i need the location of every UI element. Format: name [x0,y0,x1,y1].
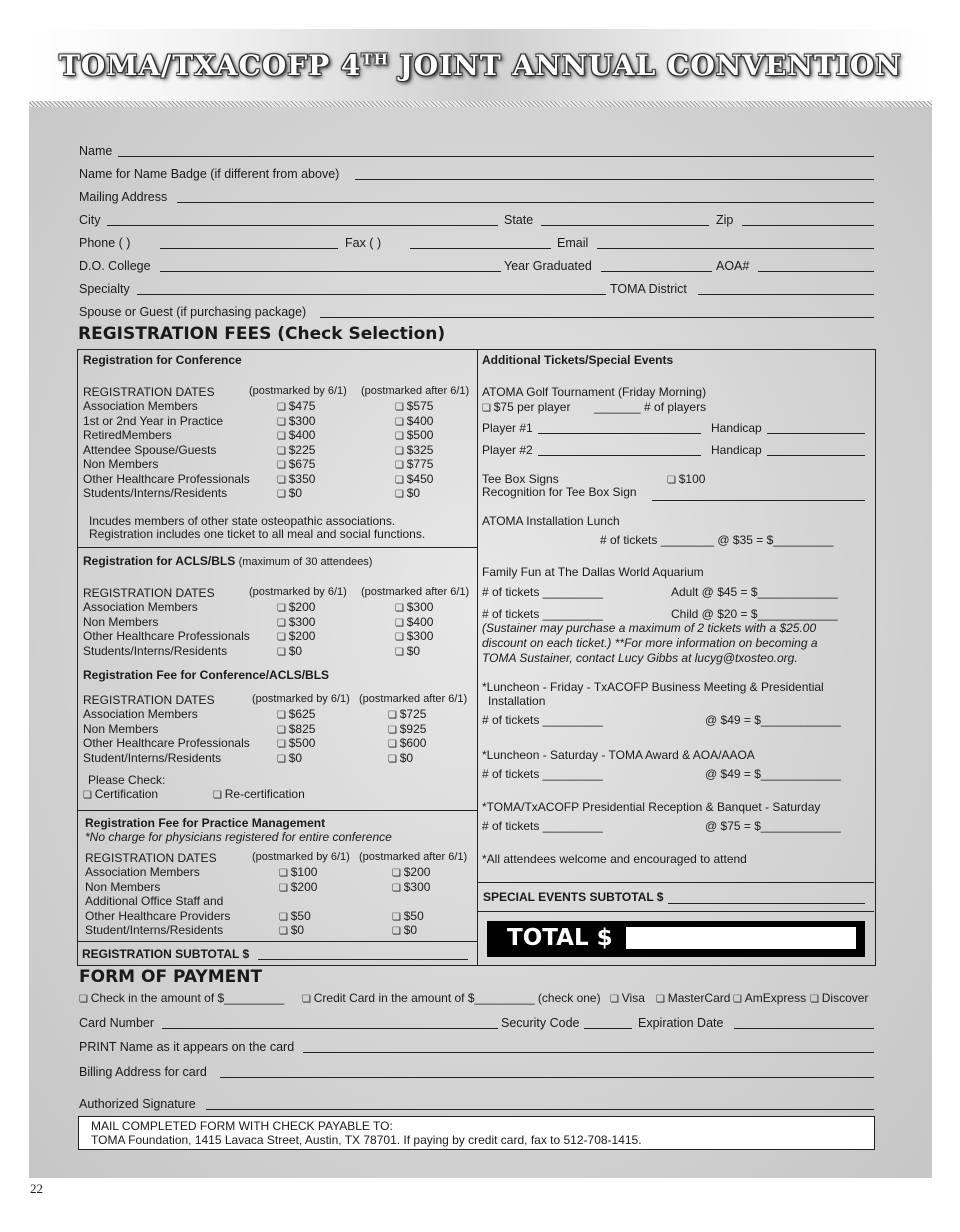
city-field[interactable] [107,225,498,226]
tee-recognition-field[interactable] [652,500,865,501]
discover-checkbox[interactable]: ❏ Discover [810,991,868,1005]
amex-checkbox[interactable]: ❏ AmExpress [733,991,806,1005]
conference-row-label: 1st or 2nd Year in Practice [83,413,224,428]
practice-early-checkbox[interactable]: ❏ $100 [279,865,317,879]
combo-row-label: Non Members [83,721,159,736]
year-field[interactable] [601,271,712,272]
practice-note: *No charge for physicians registered for entire conference [85,830,392,844]
security-code-field[interactable] [584,1028,632,1029]
conference-note1: Incudes members of other state osteopathic associations. [89,514,396,528]
credit-checkbox[interactable]: ❏ Credit Card in the amount of $_________ (check one) [302,991,601,1005]
aquarium-child-price[interactable]: Child @ $20 = $____________ [671,607,838,621]
combo-early-checkbox[interactable]: ❏ $625 [277,707,315,721]
acls-early-checkbox[interactable]: ❏ $200 [277,600,315,614]
combo-early-checkbox[interactable]: ❏ $825 [277,722,315,736]
combo-row-label: Other Healthcare Professionals [83,736,250,750]
registration-subtotal-field[interactable] [258,959,468,960]
city-label: City [79,213,101,227]
conference-note2: Registration includes one ticket to all meal and social functions. [89,527,426,541]
district-label: TOMA District [610,282,687,296]
conference-early-checkbox[interactable]: ❏ $350 [277,472,315,486]
player1-label: Player #1 [482,421,533,435]
handicap2-label: Handicap [711,443,762,457]
combo-col2: (postmarked after 6/1) [359,693,468,705]
zip-label: Zip [716,213,734,227]
aquarium-adult-price[interactable]: Adult @ $45 = $____________ [671,585,838,599]
player1-field[interactable] [538,433,701,434]
saturday-luncheon-title: *Luncheon - Saturday - TOMA Award & AOA/AAOA [482,748,755,762]
banquet-price[interactable]: @ $75 = $____________ [705,819,841,833]
practice-early-checkbox[interactable]: ❏ $0 [279,923,304,937]
banner [29,29,932,101]
conference-late-checkbox[interactable]: ❏ $325 [395,443,433,457]
sustainer-note-1: (Sustainer may purchase a maximum of 2 tickets with a $25.00 [482,621,817,635]
mail-box [78,1116,875,1150]
practice-late-checkbox[interactable]: ❏ $300 [392,880,430,894]
year-label: Year Graduated [504,259,592,273]
payment-heading: FORM OF PAYMENT [79,967,263,987]
saturday-price[interactable]: @ $49 = $____________ [705,767,841,781]
practice-row-label: Additional Office Staff and [85,894,224,908]
fax-field[interactable] [410,248,551,249]
practice-row-label: Student/Interns/Residents [85,923,224,937]
mastercard-checkbox[interactable]: ❏ MasterCard [656,991,730,1005]
player2-label: Player #2 [482,443,533,457]
acls-col2: (postmarked after 6/1) [361,586,470,598]
conference-title: Registration for Conference [83,353,242,367]
handicap2-field[interactable] [767,455,865,456]
additional-title: Additional Tickets/Special Events [482,353,674,367]
mail-line-1: MAIL COMPLETED FORM WITH CHECK PAYABLE TO: [91,1119,393,1133]
player2-field[interactable] [538,455,701,456]
practice-early-checkbox[interactable]: ❏ $50 [279,909,311,923]
combo-row-label: Association Members [83,707,198,721]
fees-heading: REGISTRATION FEES (Check Selection) [78,324,446,344]
conference-late-checkbox[interactable]: ❏ $500 [395,428,433,442]
conference-col2: (postmarked after 6/1) [361,385,470,397]
email-label: Email [557,236,589,250]
conference-row-label: Attendee Spouse/Guests [83,442,217,457]
mailing-label: Mailing Address [79,190,168,204]
practice-late-checkbox[interactable]: ❏ $0 [392,923,417,937]
friday-tickets[interactable]: # of tickets _________ [482,713,603,727]
banquet-title: *TOMA/TxACOFP Presidential Reception & Banquet - Saturday [482,800,821,814]
acls-title: Registration for ACLS/BLS (maximum of 30 attendees) [83,554,373,568]
banquet-tickets[interactable]: # of tickets _________ [482,819,603,833]
practice-row-label: Association Members [85,865,200,879]
expiration-field[interactable] [734,1028,874,1029]
specialty-field[interactable] [137,294,606,295]
state-field[interactable] [541,225,709,226]
acls-late-checkbox[interactable]: ❏ $0 [395,644,420,658]
conference-dates-label: REGISTRATION DATES [83,385,215,399]
conference-early-checkbox[interactable]: ❏ $675 [277,457,315,471]
acls-col1: (postmarked by 6/1) [249,586,347,598]
badge-field[interactable] [355,179,874,180]
friday-price[interactable]: @ $49 = $____________ [705,713,841,727]
conference-row-label: Association Members [83,399,198,413]
zip-field[interactable] [742,225,874,226]
practice-row-label: Other Healthcare Providers [85,908,231,923]
acls-late-checkbox[interactable]: ❏ $300 [395,629,433,643]
security-code-label: Security Code [501,1016,580,1030]
page-number: 22 [30,1181,43,1196]
college-field[interactable] [160,271,501,272]
state-label: State [504,213,534,227]
special-subtotal-field[interactable] [668,903,865,904]
conference-late-checkbox[interactable]: ❏ $775 [395,457,433,471]
conference-late-checkbox[interactable]: ❏ $450 [395,472,433,486]
fax-label: Fax ( ) [345,236,382,250]
specialty-label: Specialty [79,282,130,296]
practice-late-checkbox[interactable]: ❏ $50 [392,909,424,923]
certification-checkbox[interactable]: ❏ Certification [83,787,158,801]
conference-early-checkbox[interactable]: ❏ $475 [277,399,315,413]
combo-dates-label: REGISTRATION DATES [83,693,215,707]
combo-late-checkbox[interactable]: ❏ $600 [388,736,426,750]
combo-late-checkbox[interactable]: ❏ $925 [388,722,426,736]
sustainer-note-2: discount on each ticket.) **For more information on becoming a [482,636,818,650]
lunch-title: ATOMA Installation Lunch [482,514,620,528]
signature-label: Authorized Signature [79,1097,196,1111]
practice-title: Registration Fee for Practice Management [85,816,326,830]
mail-line-2: TOMA Foundation, 1415 Lavaca Street, Austin, TX 78701. If paying by credit card, fax to 512-708-1415. [91,1133,642,1147]
please-check: Please Check: [88,773,166,787]
total-label: TOTAL $ [507,925,613,951]
practice-col2: (postmarked after 6/1) [359,851,468,863]
handicap1-label: Handicap [711,421,762,435]
aoa-label: AOA# [716,259,750,273]
friday-luncheon-title: *Luncheon - Friday - TxACOFP Business Meeting & Presidential [482,680,824,694]
aquarium-adult-tickets[interactable]: # of tickets _________ [482,585,603,599]
acls-early-checkbox[interactable]: ❏ $0 [277,644,302,658]
tee-recognition-label: Recognition for Tee Box Sign [482,485,637,499]
combo-late-checkbox[interactable]: ❏ $0 [388,751,413,765]
check-checkbox[interactable]: ❏ Check in the amount of $_________ [79,991,284,1005]
combo-title: Registration Fee for Conference/ACLS/BLS [83,668,330,682]
aquarium-title: Family Fun at The Dallas World Aquarium [482,565,704,579]
conference-row-label: Other Healthcare Professionals [83,471,250,486]
print-name-field[interactable] [303,1052,874,1053]
aquarium-child-tickets[interactable]: # of tickets _________ [482,607,603,621]
friday-luncheon-title-2: Installation [488,694,546,708]
practice-col1: (postmarked by 6/1) [252,851,350,863]
spouse-label: Spouse or Guest (if purchasing package) [79,305,307,319]
acls-row-label: Students/Interns/Residents [83,643,228,658]
acls-row-label: Non Members [83,614,159,629]
total-field[interactable] [626,927,856,949]
mailing-field[interactable] [177,202,874,203]
golf-players: _______ # of players [594,400,707,414]
lunch-tickets[interactable]: # of tickets ________ @ $35 = $_________ [600,533,834,547]
conference-early-checkbox[interactable]: ❏ $400 [277,428,315,442]
billing-label: Billing Address for card [79,1065,207,1079]
conference-late-checkbox[interactable]: ❏ $0 [395,486,420,500]
billing-field[interactable] [220,1077,874,1078]
acls-early-checkbox[interactable]: ❏ $300 [277,615,315,629]
fees-divider [477,349,478,965]
name-label: Name [79,144,113,158]
name-field[interactable] [118,156,874,157]
practice-late-checkbox[interactable]: ❏ $200 [392,865,430,879]
combo-col1: (postmarked by 6/1) [252,693,350,705]
acls-late-checkbox[interactable]: ❏ $400 [395,615,433,629]
practice-dates-label: REGISTRATION DATES [85,851,217,865]
total-box [487,921,865,957]
sustainer-note-3: TOMA Sustainer, contact Lucy Gibbs at lucyg@txosteo.org. [482,651,798,665]
special-subtotal-label: SPECIAL EVENTS SUBTOTAL $ [483,890,664,904]
conference-row-label: RetiredMembers [83,428,172,442]
conference-row-label: Students/Interns/Residents [83,486,228,500]
email-field[interactable] [597,248,874,249]
college-label: D.O. College [79,259,151,273]
phone-field[interactable] [160,248,338,249]
card-number-field[interactable] [162,1028,498,1029]
practice-row-label: Non Members [85,879,161,894]
card-number-label: Card Number [79,1016,155,1030]
conference-early-checkbox[interactable]: ❏ $0 [277,486,302,500]
golf-checkbox[interactable]: ❏ $75 per player [482,400,570,414]
visa-checkbox[interactable]: ❏ Visa [610,991,645,1005]
conference-early-checkbox[interactable]: ❏ $300 [277,414,315,428]
aoa-field[interactable] [758,271,874,272]
signature-field[interactable] [206,1109,874,1110]
acls-late-checkbox[interactable]: ❏ $300 [395,600,433,614]
combo-early-checkbox[interactable]: ❏ $500 [277,736,315,750]
registration-subtotal-label: REGISTRATION SUBTOTAL $ [82,947,250,961]
golf-title: ATOMA Golf Tournament (Friday Morning) [482,385,707,399]
conference-late-checkbox[interactable]: ❏ $575 [395,399,433,413]
saturday-tickets[interactable]: # of tickets _________ [482,767,603,781]
district-field[interactable] [698,294,874,295]
banner-title: TOMA/TXACOFP 4TH JOINT ANNUAL CONVENTION [59,49,902,82]
conference-col1: (postmarked by 6/1) [249,385,347,397]
conference-late-checkbox[interactable]: ❏ $400 [395,414,433,428]
combo-late-checkbox[interactable]: ❏ $725 [388,707,426,721]
phone-label: Phone ( ) [79,236,131,250]
combo-early-checkbox[interactable]: ❏ $0 [277,751,302,765]
tee-signs-checkbox[interactable]: ❏ $100 [667,472,705,486]
conference-early-checkbox[interactable]: ❏ $225 [277,443,315,457]
acls-early-checkbox[interactable]: ❏ $200 [277,629,315,643]
recertification-checkbox[interactable]: ❏ Re-certification [213,787,305,801]
conference-row-label: Non Members [83,457,159,471]
hatch-divider [29,101,932,107]
acls-dates-label: REGISTRATION DATES [83,586,215,600]
practice-early-checkbox[interactable]: ❏ $200 [279,880,317,894]
badge-label: Name for Name Badge (if different from above) [79,167,340,181]
acls-row-label: Other Healthcare Professionals [83,629,250,643]
acls-row-label: Association Members [83,600,198,614]
expiration-label: Expiration Date [638,1016,724,1030]
print-name-label: PRINT Name as it appears on the card [79,1040,295,1054]
combo-row-label: Student/Interns/Residents [83,750,222,765]
handicap1-field[interactable] [767,433,865,434]
welcome-note: *All attendees welcome and encouraged to attend [482,852,747,866]
tee-signs-label: Tee Box Signs [482,472,559,486]
spouse-field[interactable] [320,317,874,318]
